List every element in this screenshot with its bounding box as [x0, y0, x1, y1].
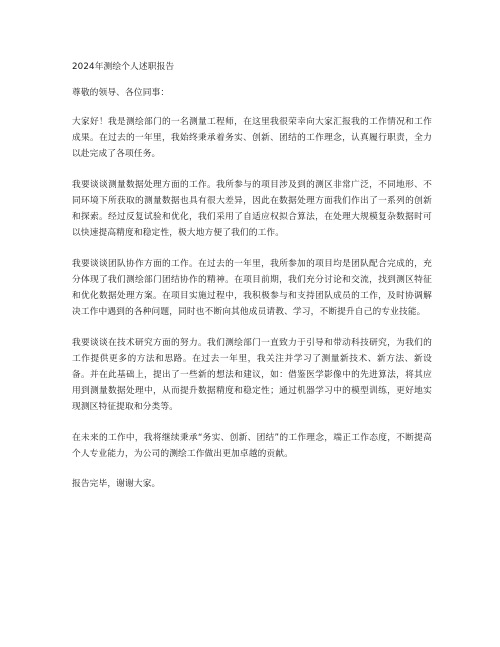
greeting: 尊敬的领导、各位同事： — [72, 88, 170, 98]
closing-line: 报告完毕，谢谢大家。 — [72, 479, 161, 489]
paragraph-teamwork: 我要谈谈团队协作方面的工作。在过去的一年里，我所参加的项目均是团队配合完成的，充分体现了我们测绘部门团结协作的精神。在项目前期，我们充分讨论和交流，找到测区特征和优化数据处理方案。在项目实施过程中，我积极参与和支持团队成员的工作，及时协调解决工作中遇到的各种问题，同时也不断向其他成员请教、学习，不断提升自己的专业技能。 — [72, 259, 432, 317]
paragraph-data-processing: 我要谈谈测量数据处理方面的工作。我所参与的项目涉及到的测区非常广泛，不同地形、不同环境下所获取的测量数据也具有很大差异，因此在数据处理方面我们作出了一系列的创新和探索。经过反复试验和优化，我们采用了自适应权拟合算法，在处理大规模复杂数据时可以快速提高精度和稳定性，极大地方便了我们的工作。 — [72, 180, 432, 238]
paragraph-introduction: 大家好！我是测绘部门的一名测量工程师，在这里我很荣幸向大家汇报我的工作情况和工作成果。在过去的一年里，我始终秉承着务实、创新、团结的工作理念，认真履行职责，全力以赴完成了各项任务。 — [72, 117, 432, 159]
report-title: 2024年测绘个人述职报告 — [72, 62, 175, 72]
report-body — [72, 60, 432, 491]
paragraph-future-plan: 在未来的工作中，我将继续秉承“务实、创新、团结”的工作理念，端正工作态度，不断提高个人专业能力，为公司的测绘工作做出更加卓越的贡献。 — [72, 433, 432, 459]
paragraph-technical-research: 我要谈谈在技术研究方面的努力。我们测绘部门一直致力于引导和带动科技研究，为我们的工作提供更多的方法和思路。在过去一年里，我关注并学习了测量新技术、新方法、新设备。并在此基础上，提出了一些新的想法和建议，如：借鉴医学影像中的先进算法，将其应用到测量数据处理中，从而提升数据精度和稳定性；通过机器学习中的模型训练，更好地实现测区特征提取和分类等。 — [72, 338, 432, 412]
